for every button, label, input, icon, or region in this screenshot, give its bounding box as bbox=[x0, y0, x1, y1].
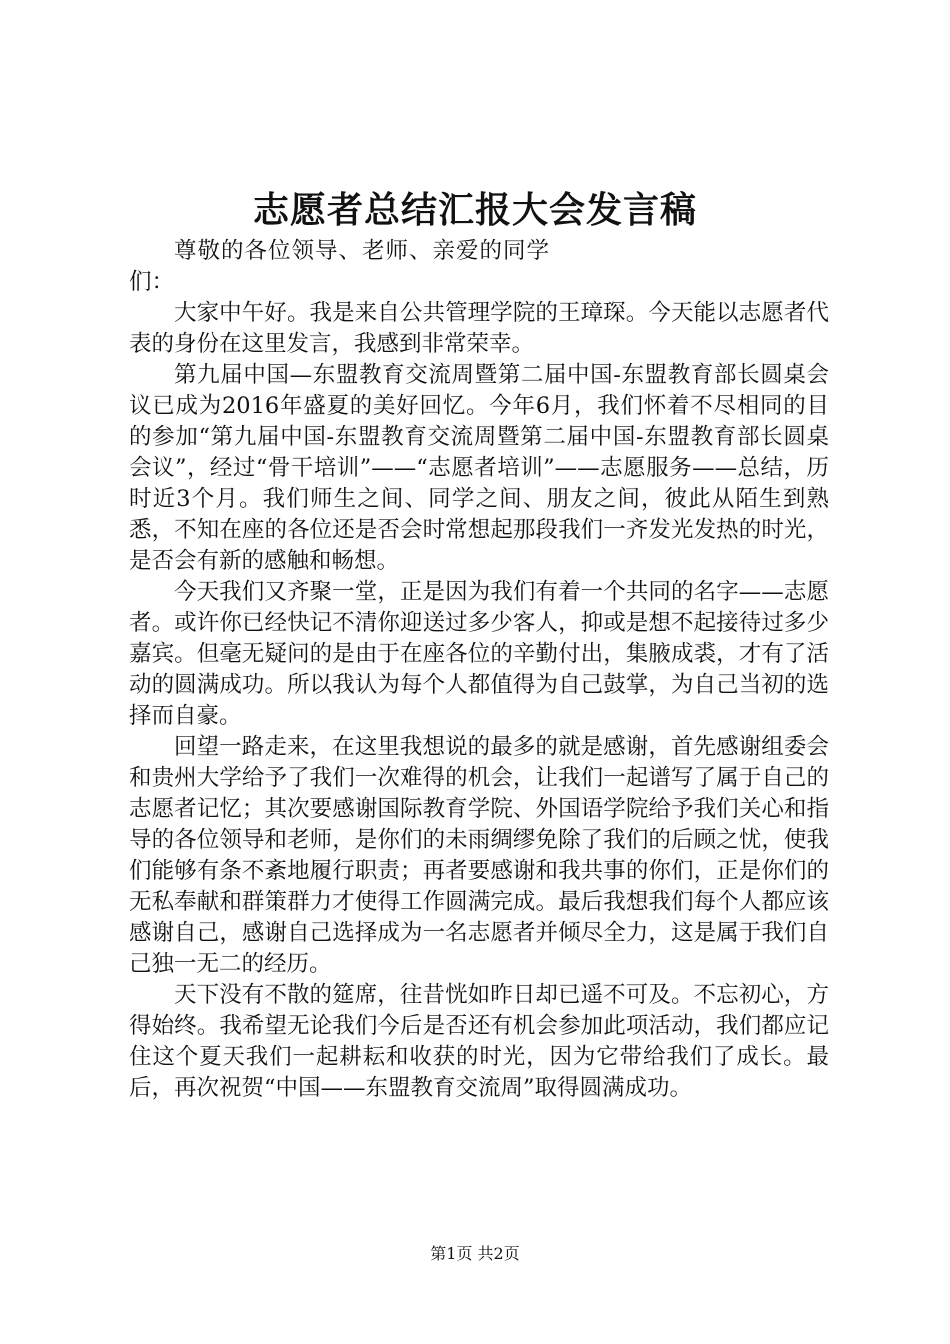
page-total: 共2页 bbox=[477, 1244, 520, 1263]
thanks-paragraph: 回望一路走来，在这里我想说的最多的就是感谢，首先感谢组委会和贵州大学给予了我们一次难得的机会，让我们一起谱写了属于自己的志愿者记忆；其次要感谢国际教育学院、外国语学院给予我们关心和指导的各位领导和老师，是你们的未雨绸缪免除了我们的后顾之忧，使我们能够有条不紊地履行职责；再者要感谢和我共事的你们，正是你们的无私奉献和群策群力才使得工作圆满完成。最后我想我们每个人都应该感谢自己，感谢自己选择成为一名志愿者并倾尽全力，这是属于我们自己独一无二的经历。 bbox=[129, 734, 829, 977]
page-footer bbox=[0, 1243, 950, 1265]
closing-paragraph: 天下没有不散的筵席，往昔恍如昨日却已遥不可及。不忘初心，方得始终。我希望无论我们今后是否还有机会参加此项活动，我们都应记住这个夏天我们一起耕耘和收获的时光，因为它带给我们了成长。最后，再次祝贺“中国——东盟教育交流周”取得圆满成功。 bbox=[129, 982, 829, 1101]
event-review-paragraph: 第九届中国—东盟教育交流周暨第二届中国-东盟教育部长圆桌会议已成为2016年盛夏的美好回忆。今年6月，我们怀着不尽相同的目的参加“第九届中国-东盟教育交流周暨第二届中国-东盟教育部长圆桌会议”，经过“骨干培训”——“志愿者培训”——志愿服务——总结，历时近3个月。我们师生之间、同学之间、朋友之间，彼此从陌生到熟悉，不知在座的各位还是否会时常想起那段我们一齐发光发热的时光，是否会有新的感触和畅想。 bbox=[129, 362, 829, 574]
page-number: 第1页 bbox=[430, 1244, 473, 1263]
document-title: 志愿者总结汇报大会发言稿 bbox=[252, 189, 697, 231]
greeting-paragraph: 大家中午好。我是来自公共管理学院的王璋琛。今天能以志愿者代表的身份在这里发言，我感到非常荣幸。 bbox=[129, 300, 829, 357]
salutation-paragraph: 尊敬的各位领导、老师、亲爱的同学们： bbox=[129, 238, 549, 295]
document-body bbox=[129, 236, 829, 1104]
volunteer-name-paragraph: 今天我们又齐聚一堂，正是因为我们有着一个共同的名字——志愿者。或许你已经快记不清你迎送过多少客人，抑或是想不起接待过多少嘉宾。但毫无疑问的是由于在座各位的辛勤付出，集腋成裘，才有了活动的圆满成功。所以我认为每个人都值得为自己鼓掌，为自己当初的选择而自豪。 bbox=[129, 579, 829, 729]
